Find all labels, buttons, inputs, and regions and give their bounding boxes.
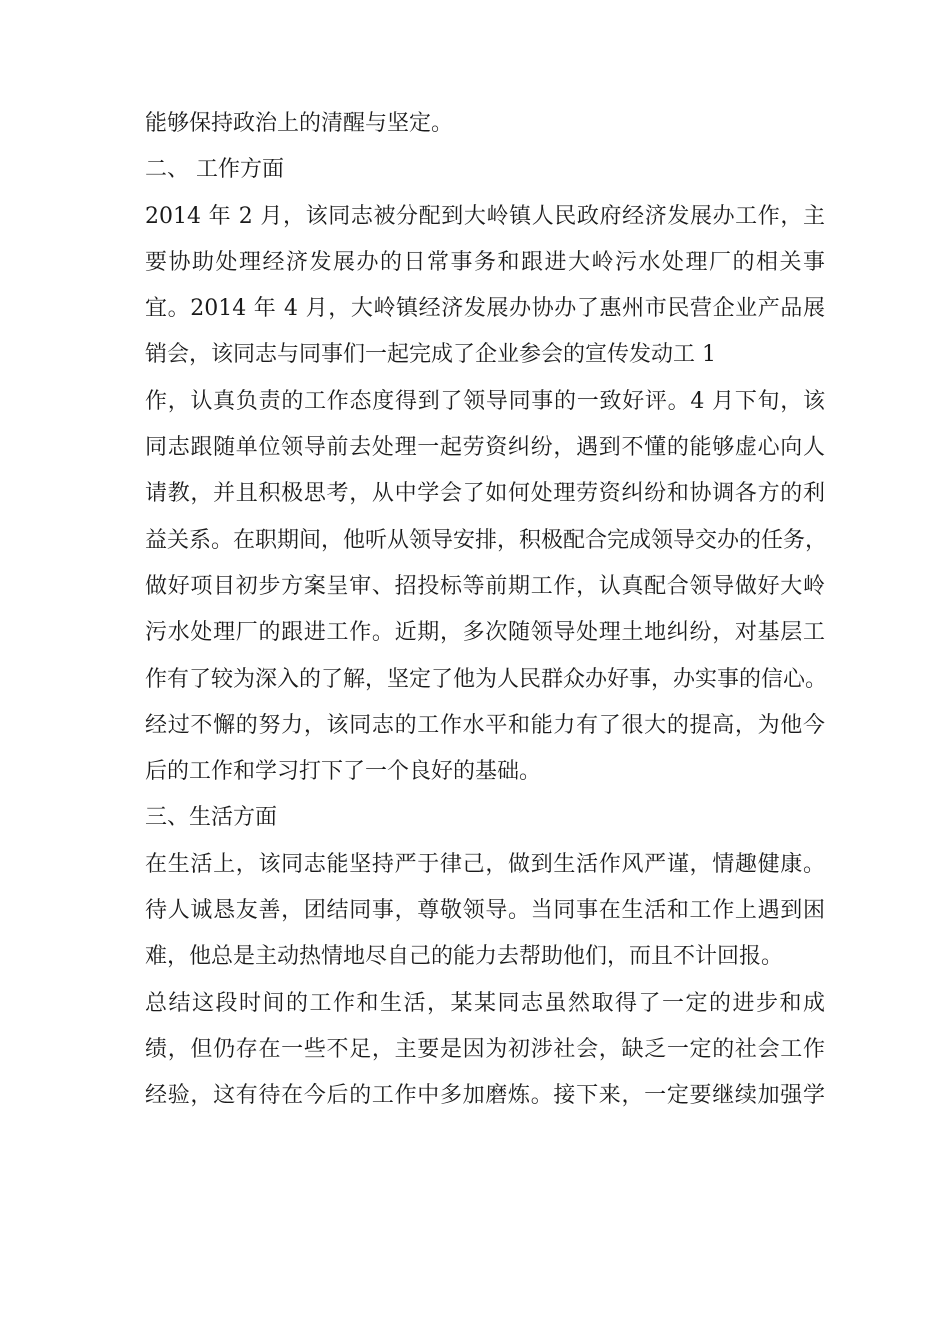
paragraph-line: 宜。2014 年 4 月，大岭镇经济发展办协办了惠州市民营企业产品展 bbox=[145, 296, 825, 322]
paragraph-line: 待人诚恳友善，团结同事，尊敬领导。当同事在生活和工作上遇到困 bbox=[145, 898, 825, 924]
paragraph-line: 经过不懈的努力，该同志的工作水平和能力有了很大的提高，为他今 bbox=[145, 712, 825, 738]
document-body bbox=[145, 101, 828, 1120]
paragraph-line: 能够保持政治上的清醒与坚定。 bbox=[145, 111, 454, 136]
section-heading: 三、生活方面 bbox=[145, 805, 278, 831]
paragraph-line: 2014 年 2 月，该同志被分配到大岭镇人民政府经济发展办工作，主 bbox=[145, 203, 825, 229]
paragraph-line: 污水处理厂的跟进工作。近期，多次随领导处理土地纠纷，对基层工 bbox=[145, 620, 825, 646]
paragraph-line: 绩，但仍存在一些不足，主要是因为初涉社会，缺乏一定的社会工作 bbox=[145, 1036, 825, 1062]
paragraph-line: 在生活上，该同志能坚持严于律己，做到生活作风严谨，情趣健康。 bbox=[145, 851, 825, 877]
paragraph-line: 同志跟随单位领导前去处理一起劳资纠纷，遇到不懂的能够虚心向人 bbox=[145, 435, 825, 461]
paragraph-line: 销会，该同志与同事们一起完成了企业参会的宣传发动工 1 bbox=[145, 342, 716, 368]
paragraph-line: 作，认真负责的工作态度得到了领导同事的一致好评。4 月下旬，该 bbox=[145, 388, 825, 414]
paragraph-line: 总结这段时间的工作和生活，某某同志虽然取得了一定的进步和成 bbox=[145, 990, 825, 1016]
paragraph-line: 后的工作和学习打下了一个良好的基础。 bbox=[145, 759, 542, 785]
paragraph-line: 难，他总是主动热情地尽自己的能力去帮助他们，而且不计回报。 bbox=[145, 944, 784, 970]
paragraph-line: 经验，这有待在今后的工作中多加磨炼。接下来，一定要继续加强学 bbox=[145, 1083, 825, 1109]
paragraph-line: 要协助处理经济发展办的日常事务和跟进大岭污水处理厂的相关事 bbox=[145, 249, 825, 275]
paragraph-line: 请教，并且积极思考，从中学会了如何处理劳资纠纷和协调各方的利 bbox=[145, 481, 825, 507]
paragraph-line: 益关系。在职期间，他听从领导安排，积极配合完成领导交办的任务， bbox=[145, 527, 828, 553]
paragraph-line: 做好项目初步方案呈审、招投标等前期工作，认真配合领导做好大岭 bbox=[145, 573, 825, 599]
section-heading: 二、 工作方面 bbox=[145, 157, 284, 183]
paragraph-line: 作有了较为深入的了解，坚定了他为人民群众办好事，办实事的信心。 bbox=[145, 666, 828, 692]
